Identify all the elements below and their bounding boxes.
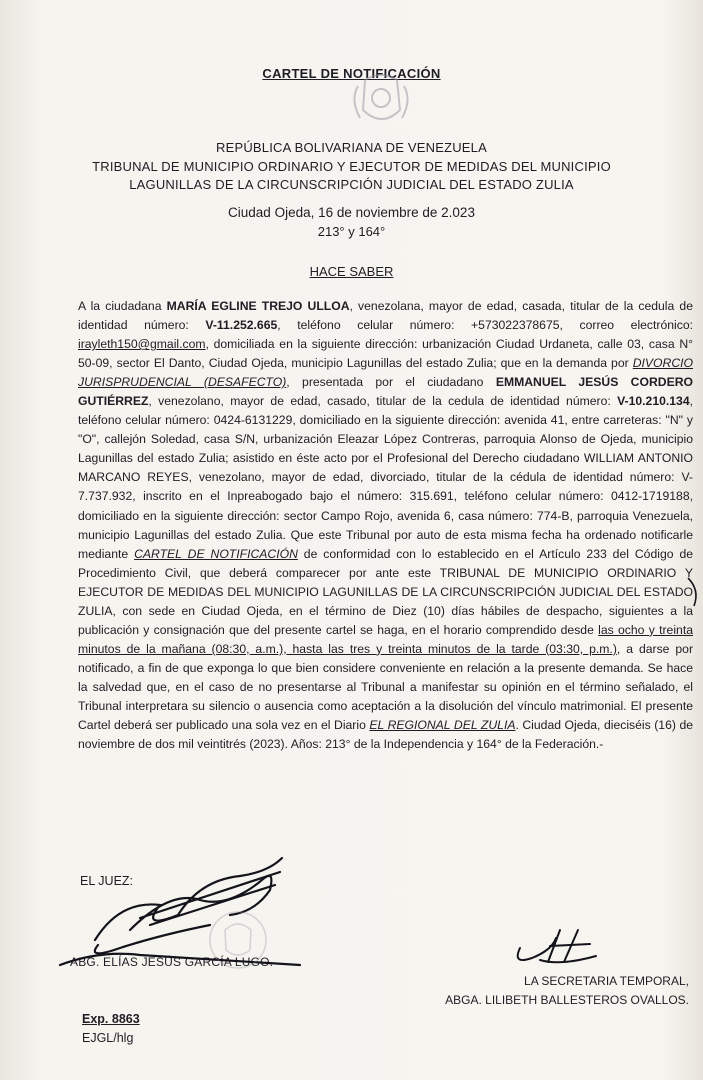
- header-tribunal: TRIBUNAL DE MUNICIPIO ORDINARIO Y EJECUTOR DE MEDIDAS DEL MUNICIPIO: [92, 159, 611, 174]
- file-number: Exp. 8863: [82, 1012, 140, 1026]
- margin-bracket-icon: [688, 578, 696, 606]
- date-line: Ciudad Ojeda, 16 de noviembre de 2.023: [228, 205, 475, 220]
- hace-saber-heading: HACE SABER: [309, 264, 394, 279]
- case-type: DIVORCIO JURISPRUDENCIAL (DESAFECTO): [78, 356, 693, 390]
- header-republic: REPÚBLICA BOLIVARIANA DE VENEZUELA: [216, 140, 487, 155]
- years-line: 213° y 164°: [317, 224, 386, 239]
- defendant-id: V-11.252.665: [205, 318, 278, 333]
- newspaper-name: EL REGIONAL DEL ZULIA: [369, 718, 516, 733]
- office-hours: las ocho y treinta minutos de la mañana (08:30, a.m.), hasta las tres y treinta minutos de la tarde (03:30, p.m.): [78, 622, 693, 656]
- defendant-email: irayleth150@gmail.com: [78, 337, 206, 352]
- judge-seal-icon: [210, 912, 266, 968]
- court-seal-icon: [354, 75, 407, 119]
- notice-body: A la ciudadana MARÍA EGLINE TREJO ULLOA, venezolana, mayor de edad, casada, titular de la cedula de identidad número: V-11.252.665, teléfono celular número: +573022378675, correo electrónico: irayleth150@gmail.com, domiciliada en la siguiente dirección: urbanización Ciudad Urdaneta, calle 03, casa N° 50-09, sector El Danto, Ciudad Ojeda, municipio Lagunillas del estado Zulia; que en la demanda por DIVORCIO JURISPRUDENCIAL (DESAFECTO), presentada por el ciudadano EMMANUEL JESÚS CORDERO GUTIÉRREZ, venezolano, mayor de edad, casado, titular de la cedula de identidad número: V-10.210.134, teléfono celular número: 0424-6131229, domiciliado en la siguiente dirección: avenida 41, entre carreteras: "N" y "O", callejón Soledad, casa S/N, urbanización Eleazar López Contreras, parroquia Alonso de Ojeda, municipio Lagunillas del estado Zulia; asistido en éste acto por el Profesional del Derecho ciudadano WILLIAM ANTONIO MARCANO REYES, venezolano, mayor de edad, divorciado, titular de la cédula de identidad número: V-7.737.932, inscrito en el Inpreabogado bajo el número: 315.691, teléfono celular número: 0412-1719188, domiciliado en la siguiente dirección: sector Campo Rojo, avenida 6, casa número: 774-B, parroquia Venezuela, municipio Lagunillas del estado Zulia. Que este Tribunal por auto de esta misma fecha ha ordenado notificarle mediante CARTEL DE NOTIFICACIÓN de conformidad con lo establecido en el Artículo 233 del Código de Procedimiento Civil, que deberá comparecer por ante este TRIBUNAL DE MUNICIPIO ORDINARIO Y EJECUTOR DE MEDIDAS DEL MUNICIPIO LAGUNILLAS DE LA CIRCUNSCRIPCIÓN JUDICIAL DEL ESTADO ZULIA, con sede en Ciudad Ojeda, en el término de Diez (10) días hábiles de despacho, siguientes a la publicación y consignación que del presente cartel se haga, en el horario comprendido desde las ocho y treinta minutos de la mañana (08:30, a.m.), hasta las tres y treinta minutos de la tarde (03:30, p.m.), a darse por notificado, a fin de que exponga lo que bien considere conveniente en relación a la presente demanda. Se hace la salvedad que, en el caso de no presentarse al Tribunal a manifestar su opinión en el término señalado, el Tribunal interpretara su silencio o ausencia como aceptación a la disolución del vínculo matrimonial. El presente Cartel deberá ser publicado una sola vez en el Diario EL REGIONAL DEL ZULIA. Ciudad Ojeda, dieciséis (16) de noviembre de dos mil veintitrés (2023). Años: 213° de la Independencia y 164° de la Federación.-: [78, 299, 693, 752]
- plaintiff-name: EMMANUEL JESÚS CORDERO GUTIÉRREZ: [78, 375, 693, 409]
- document-title: CARTEL DE NOTIFICACIÓN: [262, 66, 441, 81]
- header-circunscripcion: LAGUNILLAS DE LA CIRCUNSCRIPCIÓN JUDICIAL DEL ESTADO ZULIA: [129, 177, 574, 192]
- cartel-reference: CARTEL DE NOTIFICACIÓN: [134, 546, 298, 561]
- secretary-name: ABGA. LILIBETH BALLESTEROS OVALLOS.: [445, 993, 689, 1007]
- typist-initials: EJGL/hlg: [82, 1031, 134, 1045]
- judge-label: EL JUEZ:: [80, 874, 134, 888]
- judge-name: ABG. ELÍAS JESÚS GARCÍA LUGO.: [70, 955, 274, 969]
- secretary-role: LA SECRETARIA TEMPORAL,: [524, 974, 689, 988]
- defendant-name: MARÍA EGLINE TREJO ULLOA: [166, 299, 350, 313]
- plaintiff-id: V-10.210.134: [617, 394, 690, 409]
- secretary-signature-icon: [518, 930, 596, 962]
